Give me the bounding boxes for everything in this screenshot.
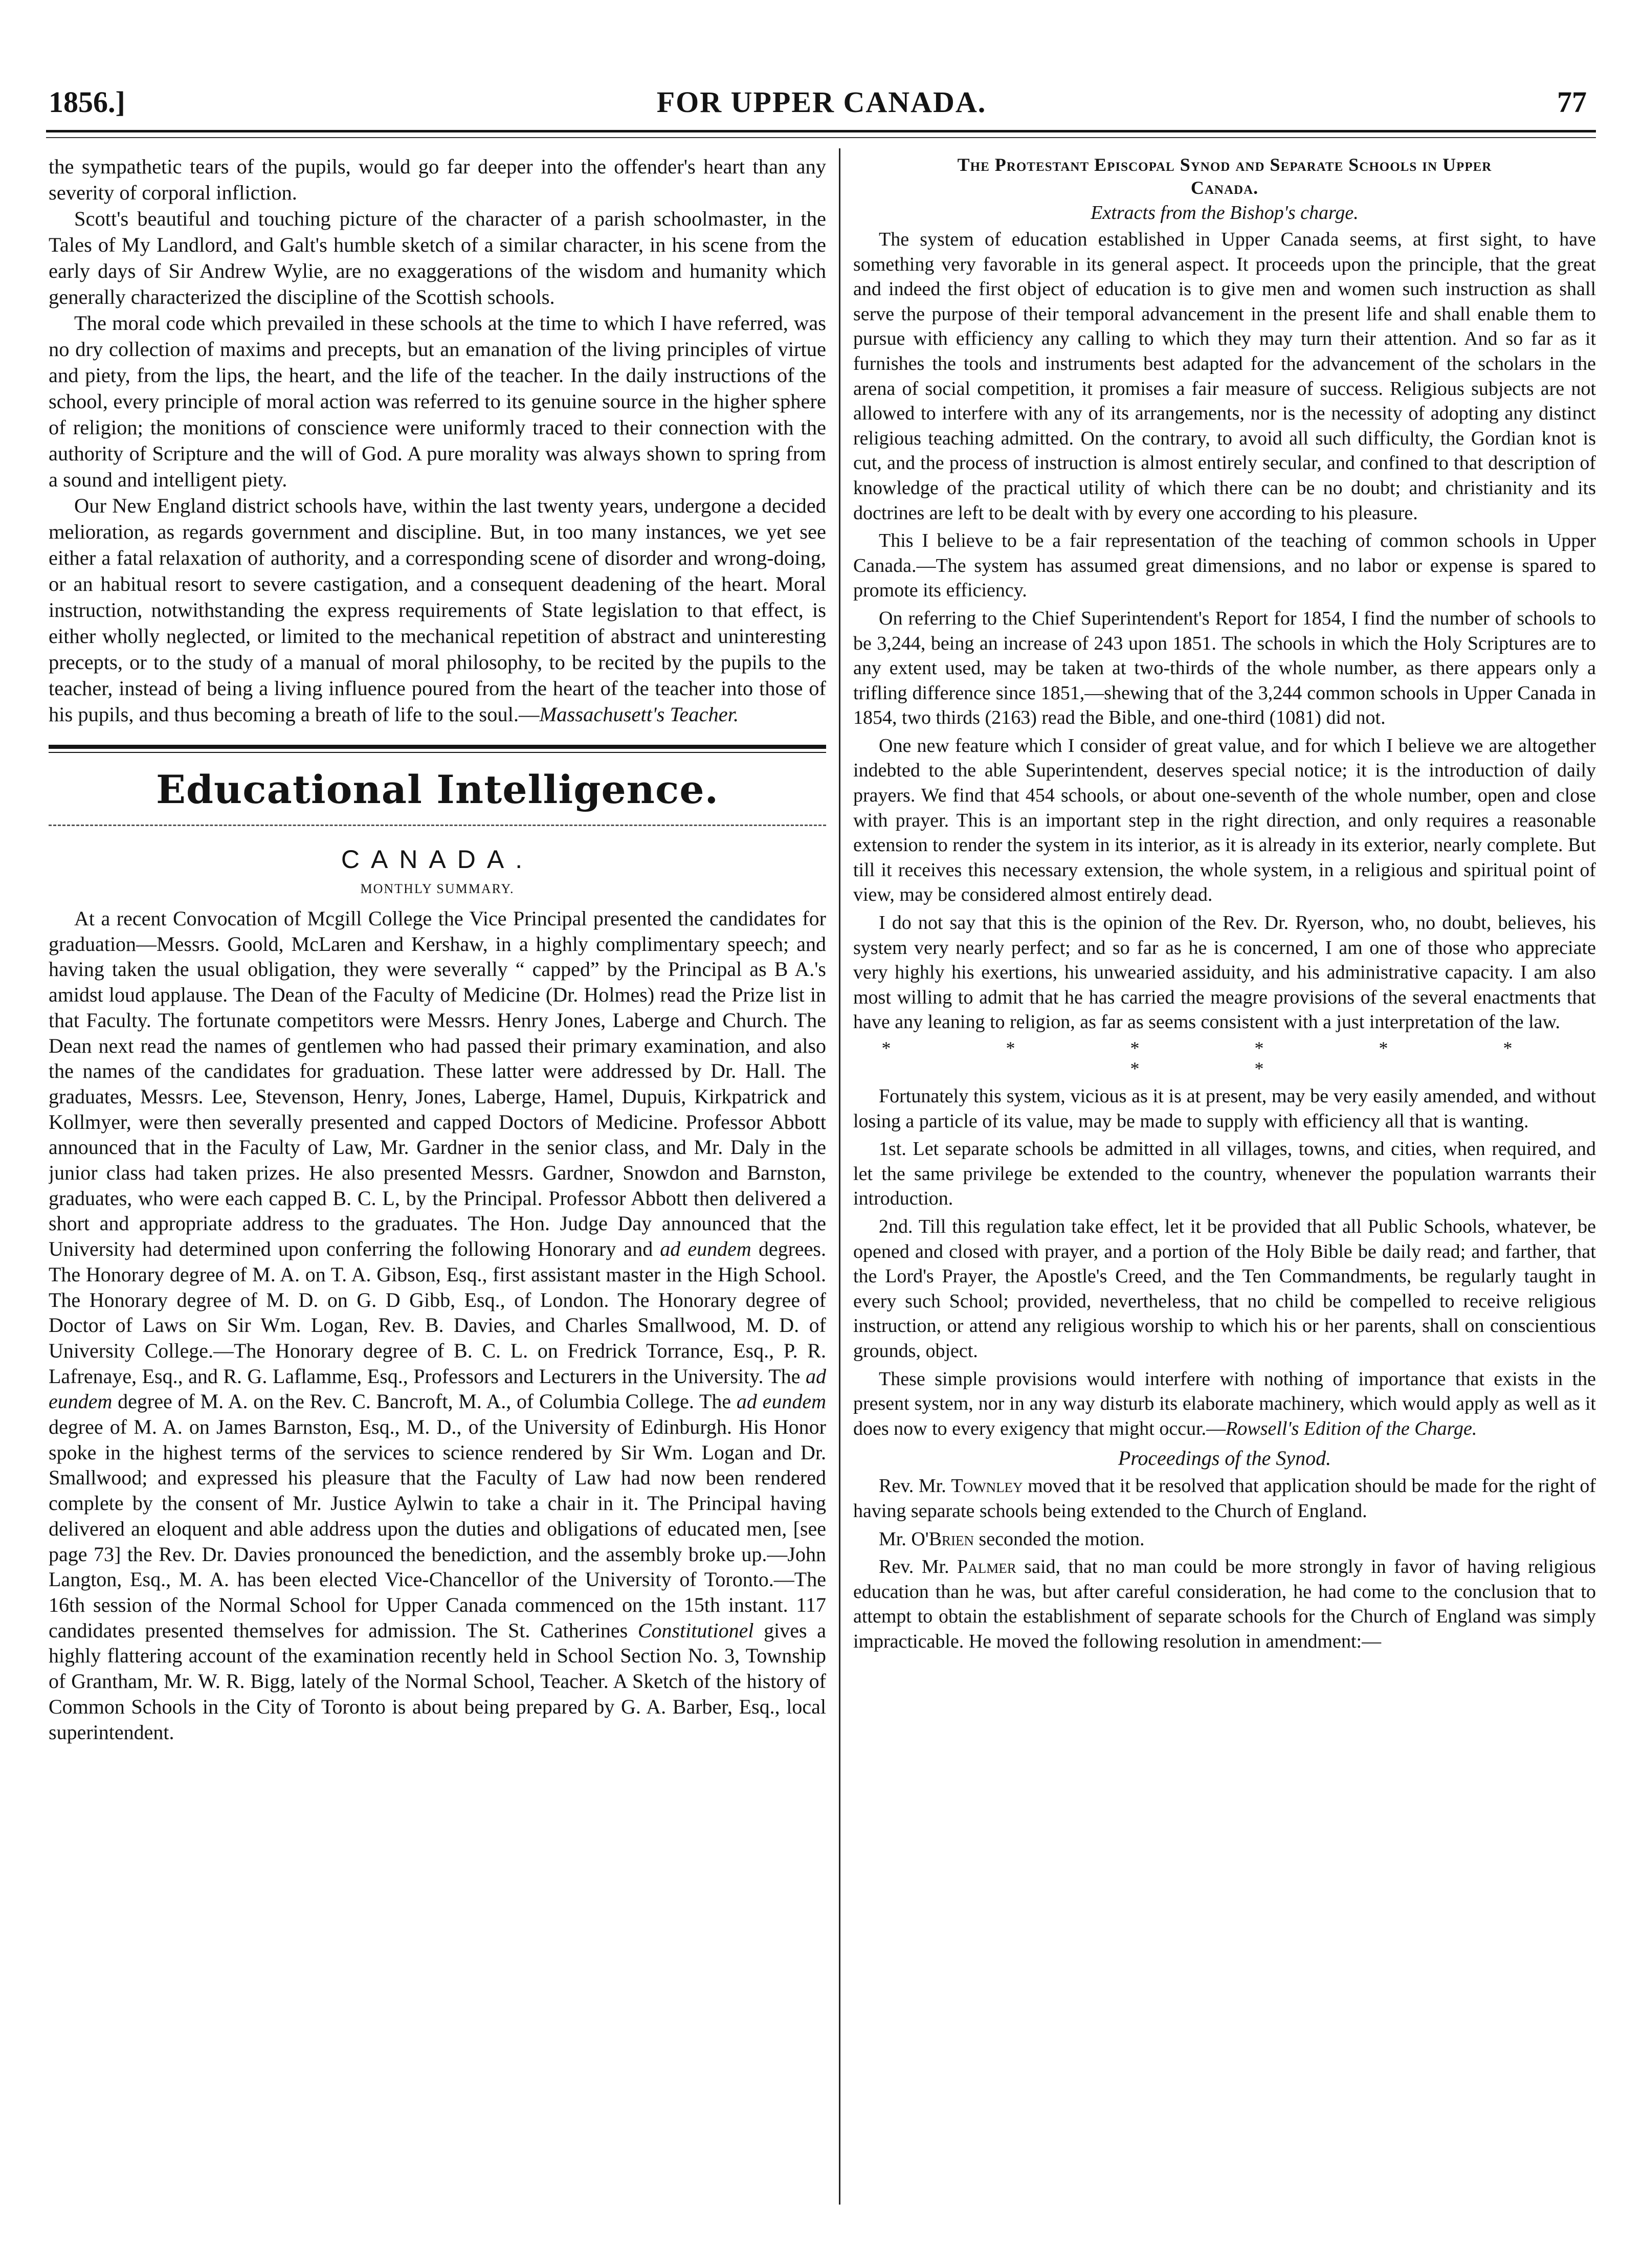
honorific: Mr.	[879, 1528, 906, 1550]
paragraph: 1st. Let separate schools be admitted in all villages, towns, and cities, when required, and let the same privilege be extended to the country, whenever the population warrants their introduction.	[853, 1138, 1596, 1210]
paragraph-text: said, that no man could be more strongly in favor of having religious education than he was, but after careful consideration, he had come to the conclusion that to attempt to obtain the establishment of separate schools for the Church of England was simply impracticable. He moved the following resolution in amendment:—	[853, 1556, 1596, 1652]
summary-text: degree of M. A. on the Rev. C. Bancroft, M. A., of Columbia College. The	[118, 1390, 731, 1413]
summary-text: degree of M. A. on James Barnston, Esq., M. D., of the University of Edinburgh. His Honor spoke in the highest terms of the services to science rendered by Sir Wm. Logan and Dr. Smallwood; and expressed his pleasure that the Faculty of Law had now been rendered complete by the consent of Mr. Justice Aylwin to take a chair in it. The Principal having delivered an eloquent and able address upon the duties and obligations of educated men, [see page 73] the Rev. Dr. Davies pronounced the benediction, and the assembly broke up.—John Langton, Esq., M. A. has been elected Vice-Chancellor of the University of Toronto.—The 16th session of the Normal School for Upper Canada commenced on the 15th instant. 117 candidates presented themselves for admission. The St. Catherines	[49, 1415, 826, 1642]
paragraph	[853, 1554, 1596, 1654]
honorific: Rev. Mr.	[879, 1475, 946, 1497]
asterism-divider: * * * * * * * *	[881, 1038, 1568, 1079]
paragraph	[853, 1474, 1596, 1523]
section-rule-dashed	[49, 825, 826, 826]
source-citation: Rowsell's Edition of the Charge.	[1226, 1417, 1477, 1439]
summary-paragraph	[49, 906, 826, 1745]
paragraph: 2nd. Till this regulation take effect, let it be provided that all Public Schools, whatever, be opened and closed with prayer, and a portion of the Holy Bible be daily read; and farther, that the Lord's Prayer, the Apostle's Creed, and the Ten Commandments, be regularly taught in every such School; provided, nevertheless, that no child be compelled to receive religious instruction, or attend any religious worship to which his or her parents, shall on conscientious grounds, object.	[853, 1215, 1596, 1362]
section-rule-thick	[49, 745, 826, 749]
paragraph-text: seconded the motion.	[979, 1528, 1145, 1550]
speaker-name: Townley	[951, 1475, 1023, 1497]
paragraph	[853, 1527, 1596, 1552]
summary-italic: ad eundem	[49, 1364, 826, 1413]
paragraph: One new feature which I consider of great value, and for which I believe we are altogether indebted to the able Superintendent, deserves special notice; it is the introduction of daily prayers. We find that 454 schools, or about one-seventh of the whole number, open and close with prayer. This is an important step in the right direction, and only requires a reasonable extension to render the system in its interior, as it is already in its exterior, nearly complete. But till it receives this necessary extension, the whole system, in a religious and spiritual point of view, may be considered almost entirely dead.	[853, 735, 1596, 906]
summary-text: At a recent Convocation of Mcgill College the Vice Principal presented the candidates for graduation—Messrs. Goold, McLaren and Kershaw, in a highly complimentary speech; and having taken the usual obligation, they were severally “ capped” by the Principal as B A.'s amidst loud applause. The Dean of the Faculty of Medicine (Dr. Holmes) read the Prize list in that Faculty. The fortunate competitors were Messrs. Henry Jones, Laberge and Church. The Dean next read the names of gentlemen who had passed their primary examination, and also the names of the candidates for graduation. These latter were addressed by Dr. Hall. The graduates, Messrs. Lee, Stevenson, Henry, Jones, Laberge, Hamel, Dupuis, Kirkpatrick and Kollmyer, were then severally presented and capped Doctors of Medicine. Professor Abbott announced that in the Faculty of Law, Mr. Gardner in the senior class, and Mr. Daly in the junior class had taken prizes. He also presented Messrs. Gardner, Snowdon and Barnston, graduates, who were each capped B. C. L, by the Principal. Professor Abbott then delivered a short and appropriate address to the graduates. The Hon. Judge Day announced that the University had determined upon conferring the following Honorary and	[49, 907, 826, 1261]
header-rule-thin	[46, 137, 1596, 138]
paragraph: This I believe to be a fair representation of the teaching of common schools in Upper Canada.—The system has assumed great dimensions, and no labor or expense is spared to promote its efficiency.	[853, 530, 1596, 602]
header-year: 1856.]	[49, 85, 125, 119]
header-title: FOR UPPER CANADA.	[656, 85, 987, 119]
left-column	[49, 153, 826, 2210]
proceedings-heading: Proceedings of the Synod.	[1118, 1447, 1331, 1470]
monthly-summary-body	[49, 906, 826, 1745]
summary-italic: ad eundem	[660, 1237, 751, 1261]
speaker-name: O'Brien	[911, 1528, 974, 1550]
paragraph: Scott's beautiful and touching picture of the character of a parish schoolmaster, in the Tales of My Landlord, and Galt's humble sketch of a similar character, in his scene from the early days of Sir Andrew Wylie, are no exaggerations of the wisdom and humanity which generally characterized the discipline of the Scottish schools.	[49, 207, 826, 308]
article-subtitle: Extracts from the Bishop's charge.	[1091, 202, 1359, 224]
article-moral-instruction	[49, 153, 826, 727]
section-rule-thin	[49, 752, 826, 753]
speaker-name: Palmer	[957, 1556, 1016, 1578]
honorific: Rev. Mr.	[879, 1556, 949, 1578]
header-page-number: 77	[1557, 85, 1587, 119]
header-rule-thick	[46, 130, 1596, 132]
article-title-line1: The Protestant Episcopal Synod and Separate Schools in Upper	[957, 154, 1492, 175]
paragraph: On referring to the Chief Superintendent's Report for 1854, I find the number of schools to be 3,244, being an increase of 243 upon 1851. The schools in which the Holy Scriptures are to any extent used, may be taken at two-thirds of the whole number, as there appears only a trifling difference since 1851,—shewing that of the 3,244 common schools in Upper Canada in 1854, two thirds (2163) read the Bible, and one-third (1081) did not.	[853, 607, 1596, 729]
paragraph: Fortunately this system, vicious as it is at present, may be very easily amended, and without losing a particle of its value, may be made to supply with efficiency all that is wanting.	[853, 1085, 1596, 1132]
article-title-line2: Canada.	[1190, 177, 1259, 198]
paragraph: The moral code which prevailed in these schools at the time to which I have referred, was no dry collection of maxims and precepts, but an emanation of the living principles of virtue and piety, from the lips, the heart, and the life of the teacher. In the daily instructions of the school, every principle of moral action was referred to its genuine source in the higher sphere of religion; the monitions of conscience were uniformly traced to their connection with the authority of Scripture and the will of God. A pure morality was always shown to spring from a sound and intelligent piety.	[49, 312, 826, 491]
summary-italic: ad eundem	[736, 1390, 826, 1413]
section-title: Educational Intelligence.	[156, 767, 719, 812]
summary-text: gives a highly flattering account of the examination recently held in School Section No. 3, Township of Grantham, Mr. W. R. Bigg, lately of the Normal School, Teacher. A Sketch of the history of Common Schools in the City of Toronto is about being prepared by G. A. Barber, Esq., local superintendent.	[49, 1618, 826, 1744]
paragraph: the sympathetic tears of the pupils, would go far deeper into the offender's heart than any severity of corporal infliction.	[49, 155, 826, 204]
paragraph-text: Our New England district schools have, within the last twenty years, undergone a decided melioration, as regards government and discipline. But, in too many instances, we yet see either a fatal relaxation of authority, and a corresponding scene of disorder and wrong-doing, or an habitual resort to severe castigation, and a consequent deadening of the heart. Moral instruction, notwithstanding the express requirements of State legislation to that effect, is either wholly neglected, or limited to the mechanical repetition of abstract and uninteresting precepts, or to the study of a manual of moral philosophy, to be recited by the pupils to the teacher, instead of being a living influence poured from the heart of the teacher into those of his pupils, and thus becoming a breath of life to the soul.—	[49, 494, 826, 726]
paragraph: I do not say that this is the opinion of the Rev. Dr. Ryerson, who, no doubt, believes, his system very nearly perfect; and so far as he is concerned, I am one of those who appreciate very highly his exertions, his unwearied assiduity, and his administrative capacity. I am also most willing to admit that he has carried the meagre provisions of the several enactments that have any leaning to religion, as far as seems consistent with a just interpretation of the law.	[853, 912, 1596, 1033]
paragraph	[853, 1367, 1596, 1441]
paragraph-text: moved that it be resolved that application should be made for the right of having separate schools being extended to the Church of England.	[853, 1475, 1596, 1522]
column-divider	[839, 148, 840, 2205]
summary-italic: Constitutionel	[637, 1618, 754, 1642]
paragraph-text: These simple provisions would interfere with nothing of importance that exists in the present system, nor in any way disturb its elaborate machinery, which would apply as well as it does now to every exigency that might occur.—	[853, 1368, 1596, 1439]
paragraph	[49, 493, 826, 727]
source-citation: Massachusett's Teacher.	[539, 703, 739, 726]
monthly-summary-heading: MONTHLY SUMMARY.	[360, 881, 515, 896]
canada-heading: CANADA.	[341, 845, 534, 874]
right-column	[853, 153, 1596, 2210]
paragraph: The system of education established in Upper Canada seems, at first sight, to have something very favorable in its general aspect. It proceeds upon the principle, that the great and indeed the first object of education is to give men and women such instruction as shall serve the purpose of their temporal advancement in the present life and shall enable them to pursue with efficiency any calling to which they may turn their attention. And so far as it furnishes the tools and instruments best adapted for the advancement of the scholars in the arena of social competition, it promises a fair measure of success. Religious subjects are not allowed to interfere with any of its arrangements, nor is the necessity of adopting any distinct religious teaching admitted. On the contrary, to avoid all such difficulty, the Gordian knot is cut, and the process of instruction is almost entirely secular, and confined to that description of knowledge of the practical utility of which there can be no doubt; and christianity and its doctrines are left to be dealt with by every one according to his pleasure.	[853, 229, 1596, 524]
summary-text: degrees. The Honorary degree of M. A. on T. A. Gibson, Esq., first assistant master in the High School. The Honorary degree of M. D. on G. D Gibb, Esq., of London. The Honorary degree of Doctor of Laws on Sir Wm. Logan, Rev. B. Davies, and Charles Smallwood, M. D. of University College.—The Honorary degree of B. C. L. on Fredrick Torrance, Esq., P. R. Lafrenaye, Esq., and R. G. Laflamme, Esq., Professors and Lecturers in the University. The	[49, 1237, 826, 1388]
